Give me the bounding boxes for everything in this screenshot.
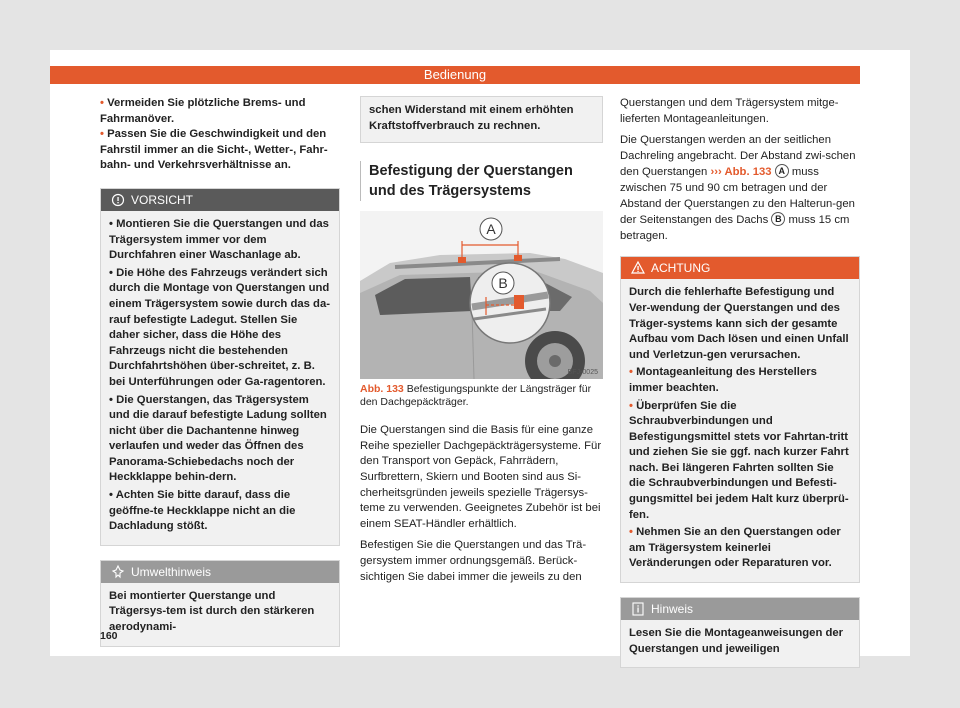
section-header: Bedienung bbox=[50, 66, 860, 84]
label-a-circle: A bbox=[775, 164, 789, 178]
warning-bullet: • Montageanleitung des Herstellers immer beachten. bbox=[629, 366, 817, 394]
figure-code: BFJ-0025 bbox=[567, 369, 598, 377]
column-3 bbox=[620, 96, 860, 668]
caution-bullet: • Achten Sie bitte darauf, dass die geöffne-te Heckklappe nicht an die Dachladung stößt. bbox=[109, 489, 296, 533]
leaf-icon bbox=[111, 561, 125, 590]
body-paragraph: Die Querstangen sind die Basis für eine ganze Reihe spezieller Dachgepäckträgersysteme. Für den Transport von Gepäck, Fahrrädern, Surfbrettern, Skiern und Booten sind aus Si-cherheitsgründen jeweils spezielle Trägersys-teme zu verwenden. Geeignetes Zubehör ist bei einem SEAT-Händler erhältlich. bbox=[360, 424, 602, 530]
caption-label: Abb. 133 bbox=[360, 383, 404, 396]
figure-133 bbox=[360, 211, 603, 379]
caution-box bbox=[100, 188, 340, 546]
column-1 bbox=[100, 96, 340, 647]
section-title: Befestigung der Querstangen und des Trägersystems bbox=[360, 161, 603, 201]
page-number: 160 bbox=[100, 630, 118, 642]
caution-body bbox=[101, 211, 339, 545]
caution-bullet: • Die Querstangen, das Trägersystem und die darauf befestigte Ladung sollten nicht über die Dachantenne hinweg verlaufen und weder das Öffnen des Panorama-Schiebedachs noch der Heckklappe behin-dern. bbox=[109, 393, 327, 484]
environment-box bbox=[100, 560, 340, 647]
body-paragraph: Querstangen und dem Trägersystem mitge-lieferten Montageanleitungen. bbox=[620, 97, 839, 125]
label-b-circle: B bbox=[771, 212, 785, 226]
environment-body bbox=[101, 583, 339, 646]
figure-label-b: B bbox=[498, 275, 508, 292]
environment-continued-text: schen Widerstand mit einem erhöhten Kraftstoffverbrauch zu rechnen. bbox=[369, 104, 574, 132]
note-box bbox=[620, 597, 860, 668]
caption-text: Befestigungspunkte der Längsträger für den Dachgepäckträger. bbox=[360, 383, 592, 409]
warning-intro: Durch die fehlerhafte Befestigung und Ver-wendung der Querstangen und des Träger-systems kann sich der gesamte Aufbau vom Dach lösen und einen Unfall und Verletzun-gen verursachen. bbox=[629, 286, 849, 361]
warning-box bbox=[620, 256, 860, 583]
caution-header: VORSICHT bbox=[101, 189, 339, 211]
info-circle-icon bbox=[111, 189, 125, 218]
warning-bullet: • Überprüfen Sie die Schraubverbindungen und Befestigungsmittel stets vor Fahrtan-tritt und ziehen Sie sie ggf. nach kurzer Fahrt nach. Bei längeren Fahrten sollten Sie die Schraubverbindungen und Befesti-gungsmittel bei jedem Halt kurz überprü-fen. bbox=[629, 399, 849, 521]
warning-body bbox=[621, 279, 859, 582]
environment-header: Umwelthinweis bbox=[101, 561, 339, 583]
caution-bullet: • Die Höhe des Fahrzeugs verändert sich durch die Montage von Querstangen und einem Trägersystem sowie durch das da-rauf befestigte Ladegut. Stellen Sie daher sicher, dass die Höhe des Fahrzeugs nicht die bestehenden Durchfahrtshöhen über-schreitet, z. B. bei Unterführungen oder Ga-ragentoren. bbox=[109, 266, 331, 388]
warning-bullet: • Nehmen Sie an den Querstangen oder am Trägersystem keinerlei Veränderungen oder Reparaturen vor. bbox=[629, 526, 841, 570]
caution-bullet: • Montieren Sie die Querstangen und das Trägersystem immer vor dem Durchfahren einer Waschanlage ab. bbox=[109, 217, 329, 262]
note-header: Hinweis bbox=[621, 598, 859, 620]
figure-label-a: A bbox=[486, 221, 496, 238]
car-roof-illustration bbox=[360, 211, 603, 379]
figure-caption bbox=[360, 383, 603, 409]
environment-continued-box bbox=[360, 96, 603, 143]
column-2 bbox=[360, 96, 603, 585]
intro-bullet: • Passen Sie die Geschwindigkeit und den Fahrstil immer an die Sicht-, Wetter-, Fahr-bahn- und Verkehrsverhältnisse an. bbox=[100, 128, 328, 172]
warning-triangle-icon bbox=[631, 257, 645, 286]
info-icon bbox=[631, 598, 645, 627]
environment-text: Bei montierter Querstange und Trägersys-tem ist durch den stärkeren aerodynami- bbox=[109, 589, 315, 634]
note-text: Lesen Sie die Montageanweisungen der Querstangen und jeweiligen bbox=[629, 627, 844, 655]
note-body bbox=[621, 620, 859, 667]
warning-header: ACHTUNG bbox=[621, 257, 859, 279]
figure-reference-link[interactable]: ››› Abb. 133 bbox=[710, 166, 772, 179]
body-paragraph: Die Querstangen werden an der seitlichen Dachreling angebracht. Der Abstand zwi-schen den Querstangen ››› Abb. 133 A muss zwischen 75 und 90 cm betragen und der Abstand der Querstangen zu den Halterun-gen der Seitenstangen des Dachs B muss 15 cm betragen. bbox=[620, 134, 856, 242]
body-paragraph: Befestigen Sie die Querstangen und das Trä-gersystem immer ordnungsgemäß. Berück-sichtigen Sie dabei immer die jeweils zu den bbox=[360, 539, 587, 583]
intro-bullet: • Vermeiden Sie plötzliche Brems- und Fahrmanöver. bbox=[100, 97, 306, 125]
